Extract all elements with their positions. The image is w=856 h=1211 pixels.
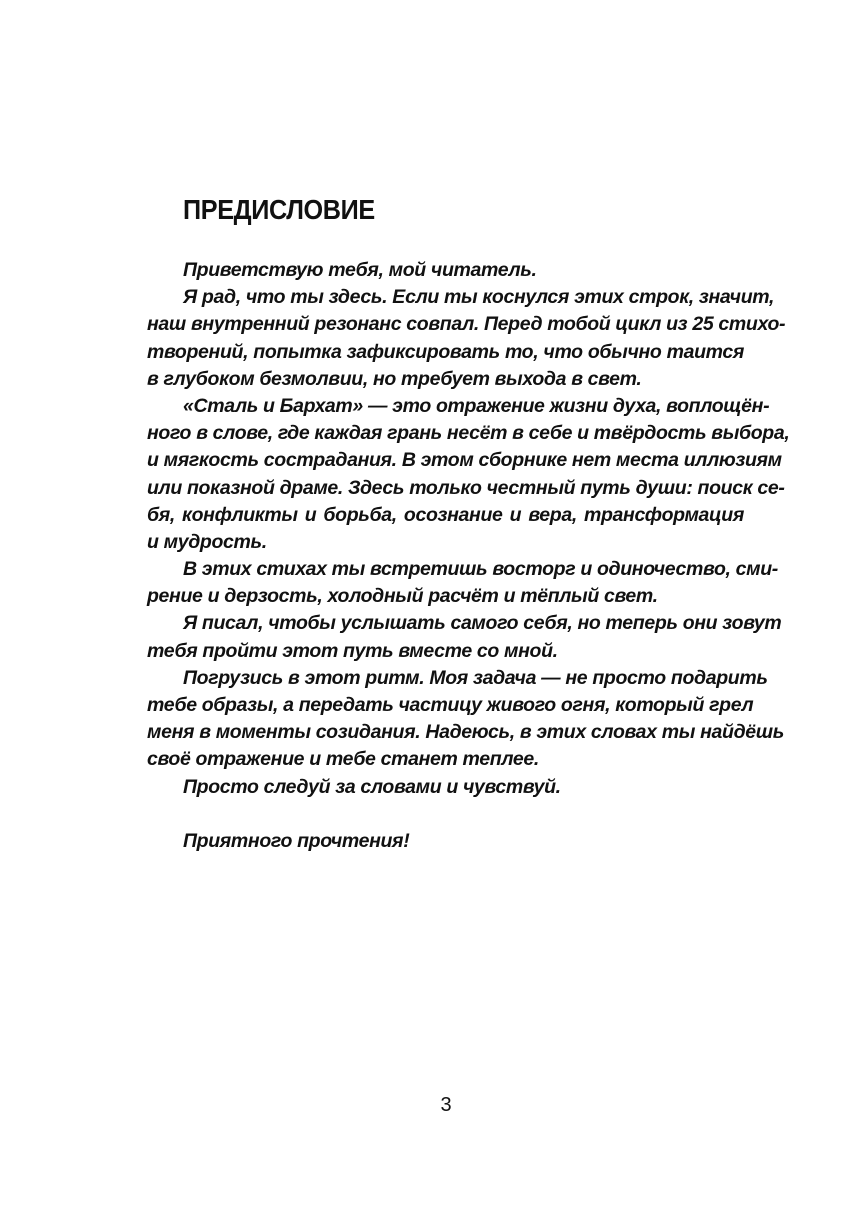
text-line: своё отражение и тебе станет теплее. [147,748,539,771]
text-line: Приветствую тебя, мой читатель. [183,259,537,281]
text-line: тебе образы, а передать частицу живого огня, который грел [147,694,754,716]
text-line: ного в слове, где каждая грань несёт в себе и твёрдость выбора, [147,422,790,445]
page-number: 3 [440,1094,452,1116]
text-line: тебя пройти этот путь вместе со мной. [147,639,558,662]
text-line: и мягкость сострадания. В этом сборнике нет места иллюзиям [147,449,782,472]
text-line: или показной драме. Здесь только честный путь души: поиск се- [147,476,785,499]
page-title: ПРЕДИСЛОВИЕ [183,194,375,225]
text-line: «Сталь и Бархат» — это отражение жизни духа, воплощён- [183,394,770,417]
text-line: и мудрость. [147,530,267,553]
text-line: рение и дерзость, холодный расчёт и тёплый свет. [147,585,658,608]
text-line: Я писал, чтобы услышать самого себя, но теперь они зовут [183,612,782,635]
text-line: творений, попытка зафиксировать то, что обычно таится [147,340,744,363]
closing-line: Приятного прочтения! [183,829,410,852]
text-line: Просто следуй за словами и чувствуй. [183,775,561,798]
paragraph-gap [147,801,744,828]
text-line: В этих стихах ты встретишь восторг и одиночество, сми- [183,558,778,581]
text-line: Я рад, что ты здесь. Если ты коснулся этих строк, значит, [183,286,775,309]
preface-text [147,257,790,855]
text-line: в глубоком безмолвии, но требует выхода в свет. [147,367,642,390]
text-line: наш внутренний резонанс совпал. Перед тобой цикл из 25 стихо- [147,313,786,336]
text-line: Погрузись в этот ритм. Моя задача — не просто подарить [183,666,768,689]
text-line: бя, конфликты и борьба, осознание и вера, трансформация [147,503,744,526]
text-line: меня в моменты созидания. Надеюсь, в этих словах ты найдёшь [147,721,784,744]
